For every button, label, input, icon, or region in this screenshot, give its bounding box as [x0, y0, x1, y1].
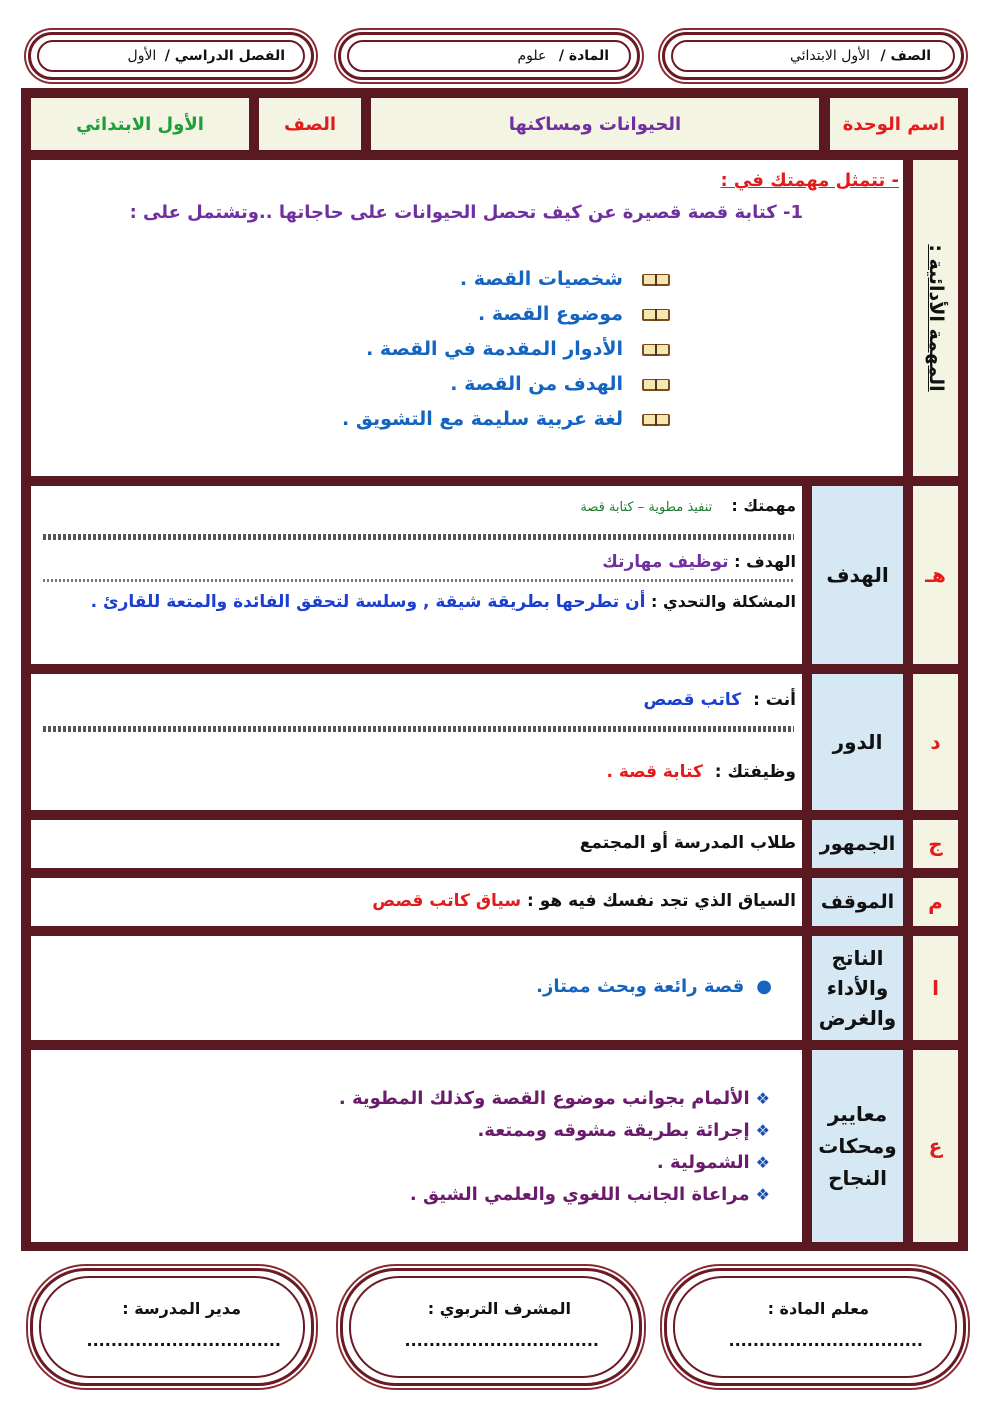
- book-icon: [641, 342, 671, 358]
- product-item-text: قصة رائعة وبحث ممتاز.: [536, 976, 745, 997]
- task-content-cell: [29, 158, 905, 478]
- role-you-value: كاتب قصص: [643, 690, 742, 710]
- unit-value: الحيوانات ومساكنها: [508, 113, 682, 135]
- task-side-cell: [911, 158, 960, 478]
- situation-label: السياق الذي تجد نفسك فيه هو :: [527, 891, 796, 911]
- diamond-bullet-icon: ❖: [755, 1185, 770, 1204]
- criteria-item: [477, 1120, 770, 1141]
- product-title-cell: [810, 934, 905, 1042]
- criteria-item: [410, 1184, 770, 1205]
- product-item: [536, 976, 772, 997]
- header-term-box: [28, 32, 314, 80]
- supervisor-signature-box: [340, 1268, 642, 1386]
- task-item: [478, 303, 671, 325]
- role-title: الدور: [832, 730, 883, 754]
- audience-letter: ج: [928, 832, 943, 856]
- situation-title-cell: [810, 876, 905, 928]
- role-content-cell: [29, 672, 804, 812]
- criteria-item: [657, 1152, 770, 1173]
- criteria-content-cell: [29, 1048, 804, 1244]
- grade-value-cell: [29, 96, 251, 152]
- dotted-divider: [43, 726, 794, 732]
- criteria-title-line: معايير: [827, 1102, 888, 1126]
- diamond-bullet-icon: ❖: [755, 1153, 770, 1172]
- grade-label-cell: [257, 96, 363, 152]
- bullet-icon: ●: [756, 976, 772, 997]
- goal-letter: هـ: [925, 563, 946, 587]
- audience-title-cell: [810, 818, 905, 870]
- role-you-label: أنت :: [753, 690, 796, 710]
- product-title-line: والغرض: [818, 1006, 897, 1030]
- situation-value: سياق كاتب قصص: [372, 891, 522, 911]
- diamond-bullet-icon: ❖: [755, 1089, 770, 1108]
- goal-task-value: تنفيذ مطوية – كتابة قصة: [580, 500, 713, 515]
- grade-label: الصف /: [880, 48, 931, 64]
- task-item-text: لغة عربية سليمة مع التشويق .: [342, 408, 623, 430]
- goal-letter-cell: [911, 484, 960, 666]
- task-item-text: الأدوار المقدمة في القصة .: [366, 338, 623, 360]
- task-item-text: شخصيات القصة .: [459, 268, 623, 290]
- main-table: [21, 88, 968, 1251]
- product-title-line: والأداء: [826, 976, 889, 1000]
- criteria-letter-cell: [911, 1048, 960, 1244]
- unit-grade-value: الأول الابتدائي: [76, 113, 204, 135]
- goal-problem-value: أن تطرحها بطريقة شيقة , وسلسة لتحقق الفائدة والمتعة للقارئ .: [90, 592, 646, 612]
- audience-title: الجمهور: [819, 833, 896, 855]
- supervisor-label: المشرف التربوي :: [427, 1299, 571, 1318]
- product-letter-cell: [911, 934, 960, 1042]
- task-line1-number: 1-: [782, 202, 803, 223]
- principal-signature-box: [30, 1268, 314, 1386]
- goal-aim-value: توظيف مهارتك: [602, 552, 729, 572]
- goal-task-line: [580, 496, 796, 515]
- goal-problem-line: [91, 592, 796, 612]
- criteria-item: [339, 1088, 770, 1109]
- task-item: [342, 408, 671, 430]
- situation-content-cell: [29, 876, 804, 928]
- role-letter: د: [930, 730, 941, 754]
- grade-value: الأول الابتدائي: [789, 48, 871, 64]
- goal-aim-label: الهدف :: [734, 552, 796, 571]
- goal-problem-label: المشكلة والتحدي :: [651, 592, 796, 611]
- goal-title-cell: [810, 484, 905, 666]
- book-icon: [641, 307, 671, 323]
- criteria-item-text: مراعاة الجانب اللغوي والعلمي الشيق .: [409, 1184, 750, 1205]
- unit-value-cell: [369, 96, 821, 152]
- criteria-letter: ع: [928, 1134, 943, 1158]
- audience-letter-cell: [911, 818, 960, 870]
- role-letter-cell: [911, 672, 960, 812]
- role-you-line: [643, 690, 796, 710]
- task-item: [460, 268, 671, 290]
- unit-label-cell: [828, 96, 960, 152]
- dotted-divider: [43, 579, 794, 582]
- criteria-item-text: الشمولية .: [656, 1152, 750, 1173]
- unit-grade-label: الصف: [283, 113, 337, 135]
- situation-title: الموقف: [820, 891, 895, 913]
- situation-line: [372, 891, 796, 911]
- role-job-label: وظيفتك :: [714, 762, 796, 782]
- product-content-cell: [29, 934, 804, 1042]
- criteria-item-text: الألمام بجوانب موضوع القصة وكذلك المطوية .: [338, 1088, 750, 1109]
- criteria-title-line: ومحكات: [818, 1134, 897, 1158]
- goal-aim-line: [602, 552, 796, 572]
- task-item-text: موضوع القصة .: [478, 303, 623, 325]
- principal-dots: ................................: [86, 1331, 281, 1350]
- goal-content-cell: [29, 484, 804, 666]
- teacher-dots: ................................: [728, 1331, 923, 1350]
- book-icon: [641, 412, 671, 428]
- task-line1: [130, 202, 803, 223]
- goal-task-label: مهمتك :: [731, 496, 796, 515]
- subject-label: المادة /: [558, 48, 609, 64]
- unit-label: اسم الوحدة: [842, 113, 946, 135]
- principal-label: مدير المدرسة :: [122, 1299, 241, 1318]
- audience-content-cell: [29, 818, 804, 870]
- task-item-text: الهدف من القصة .: [450, 373, 623, 395]
- teacher-label: معلم المادة :: [767, 1299, 869, 1318]
- role-title-cell: [810, 672, 905, 812]
- criteria-title-cell: [810, 1048, 905, 1244]
- task-line1-text: كتابة قصة قصيرة عن كيف تحصل الحيوانات على حاجاتها ..وتشتمل على :: [129, 202, 777, 223]
- book-icon: [641, 272, 671, 288]
- diamond-bullet-icon: ❖: [755, 1121, 770, 1140]
- task-side-label: المهمة الأدائية :: [924, 244, 947, 392]
- teacher-signature-box: [664, 1268, 966, 1386]
- criteria-item-text: إجرائة بطريقة مشوقه وممتعة.: [477, 1120, 750, 1141]
- product-title-line: الناتج: [831, 946, 884, 970]
- role-job-value: كتابة قصة .: [606, 762, 703, 782]
- task-item: [366, 338, 671, 360]
- supervisor-dots: ................................: [404, 1331, 599, 1350]
- criteria-title-line: النجاح: [828, 1166, 887, 1190]
- product-letter: ا: [932, 976, 939, 1000]
- term-label: الفصل الدراسي /: [164, 48, 285, 64]
- book-icon: [641, 377, 671, 393]
- term-value: الأول: [127, 48, 157, 64]
- dotted-divider: [43, 534, 794, 540]
- goal-title: الهدف: [826, 563, 889, 587]
- audience-value: طلاب المدرسة أو المجتمع: [579, 833, 796, 853]
- subject-value: علوم: [517, 48, 547, 64]
- situation-letter-cell: [911, 876, 960, 928]
- header-grade-box: [662, 32, 964, 80]
- task-intro: - تتمثل مهمتك في :: [720, 170, 899, 191]
- task-item: [450, 373, 671, 395]
- role-job-line: [606, 762, 796, 782]
- situation-letter: م: [928, 890, 943, 914]
- header-subject-box: [338, 32, 640, 80]
